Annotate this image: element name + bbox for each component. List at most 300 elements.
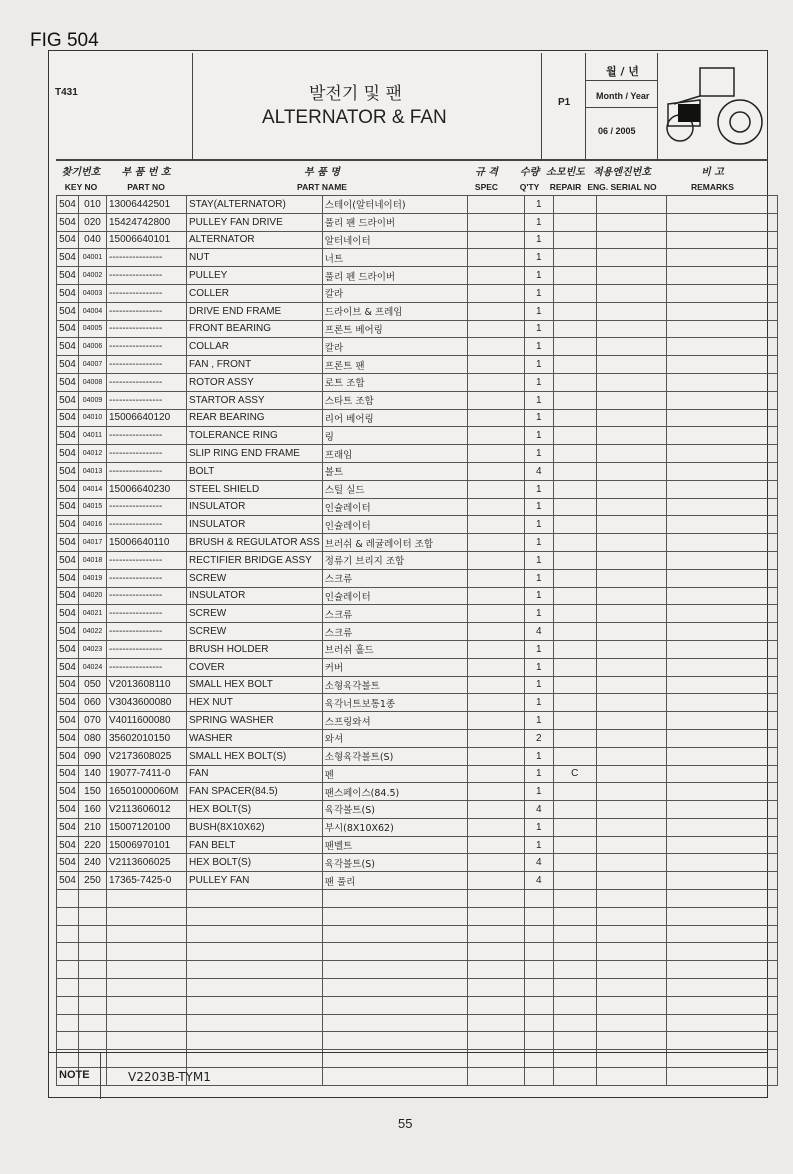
cell-remarks (666, 445, 777, 463)
cell-eng-serial (596, 961, 666, 979)
cell-key-no: 04010 (79, 409, 107, 427)
cell-remarks (666, 213, 777, 231)
cell-fig-no (57, 1032, 79, 1050)
cell-remarks (666, 249, 777, 267)
cell-spec (467, 694, 524, 712)
cell-key-no: 070 (79, 712, 107, 730)
table-row (57, 623, 778, 641)
cell-remarks (666, 1032, 777, 1050)
month-year-label-ko: 월 / 년 (606, 65, 639, 78)
cell-remarks (666, 534, 777, 552)
cell-key-no (79, 943, 107, 961)
cell-spec (467, 765, 524, 783)
cell-repair (553, 231, 596, 249)
cell-fig-no: 504 (57, 854, 79, 872)
table-row (57, 302, 778, 320)
table-row (57, 765, 778, 783)
cell-spec (467, 836, 524, 854)
cell-qty: 1 (524, 196, 553, 214)
cell-key-no: 020 (79, 213, 107, 231)
cell-fig-no: 504 (57, 409, 79, 427)
cell-spec (467, 356, 524, 374)
cell-qty: 1 (524, 605, 553, 623)
cell-eng-serial (596, 249, 666, 267)
cell-eng-serial (596, 462, 666, 480)
cell-spec (467, 890, 524, 908)
cell-key-no: 220 (79, 836, 107, 854)
cell-spec (467, 551, 524, 569)
cell-qty: 2 (524, 729, 553, 747)
cell-part-no: ---------------- (107, 427, 187, 445)
cell-fig-no: 504 (57, 480, 79, 498)
cell-part-name-en (187, 907, 323, 925)
cell-repair (553, 587, 596, 605)
table-row (57, 587, 778, 605)
table-row (57, 409, 778, 427)
divider (585, 80, 657, 81)
cell-qty: 1 (524, 231, 553, 249)
cell-repair (553, 462, 596, 480)
cell-qty: 4 (524, 623, 553, 641)
fig-title: FIG 504 (30, 30, 99, 51)
table-row (57, 996, 778, 1014)
cell-eng-serial (596, 640, 666, 658)
cell-repair (553, 818, 596, 836)
cell-repair (553, 196, 596, 214)
cell-key-no (79, 925, 107, 943)
cell-remarks (666, 747, 777, 765)
cell-part-name-ko: 스크류 (322, 569, 467, 587)
col-eng-serial: 적용엔진번호 ENG. SERIAL NO (587, 167, 657, 192)
cell-fig-no (57, 979, 79, 997)
cell-part-name-ko: 인슐레이터 (322, 498, 467, 516)
cell-eng-serial (596, 231, 666, 249)
cell-spec (467, 302, 524, 320)
cell-qty (524, 979, 553, 997)
cell-part-no: ---------------- (107, 462, 187, 480)
cell-eng-serial (596, 801, 666, 819)
title-english: ALTERNATOR & FAN (262, 107, 447, 128)
cell-part-name-ko: 육각볼트(S) (322, 854, 467, 872)
cell-eng-serial (596, 712, 666, 730)
cell-repair (553, 551, 596, 569)
cell-part-no: ---------------- (107, 658, 187, 676)
cell-repair (553, 356, 596, 374)
cell-qty: 1 (524, 391, 553, 409)
cell-qty: 1 (524, 747, 553, 765)
cell-fig-no: 504 (57, 320, 79, 338)
cell-key-no: 04015 (79, 498, 107, 516)
cell-part-name-en: FAN SPACER(84.5) (187, 783, 323, 801)
cell-eng-serial (596, 658, 666, 676)
cell-qty: 1 (524, 356, 553, 374)
cell-qty: 1 (524, 498, 553, 516)
cell-part-no (107, 907, 187, 925)
cell-key-no (79, 996, 107, 1014)
table-row (57, 979, 778, 997)
cell-spec (467, 1032, 524, 1050)
cell-part-name-ko: 브러쉬 & 레귤레이터 조합 (322, 534, 467, 552)
model-code: T431 (55, 87, 78, 98)
cell-remarks (666, 623, 777, 641)
cell-spec (467, 462, 524, 480)
cell-fig-no: 504 (57, 569, 79, 587)
cell-eng-serial (596, 872, 666, 890)
cell-key-no: 04018 (79, 551, 107, 569)
cell-remarks (666, 320, 777, 338)
cell-eng-serial (596, 551, 666, 569)
cell-part-name-en: SMALL HEX BOLT (187, 676, 323, 694)
cell-key-no: 04024 (79, 658, 107, 676)
cell-remarks (666, 284, 777, 302)
cell-remarks (666, 925, 777, 943)
cell-eng-serial (596, 1014, 666, 1032)
cell-eng-serial (596, 498, 666, 516)
cell-part-name-en (187, 1032, 323, 1050)
cell-eng-serial (596, 1032, 666, 1050)
cell-eng-serial (596, 445, 666, 463)
cell-part-name-ko: 인슐레이터 (322, 587, 467, 605)
cell-eng-serial (596, 391, 666, 409)
cell-key-no: 04003 (79, 284, 107, 302)
cell-spec (467, 213, 524, 231)
cell-remarks (666, 551, 777, 569)
cell-part-name-ko: 소형육각볼트(S) (322, 747, 467, 765)
cell-eng-serial (596, 854, 666, 872)
cell-remarks (666, 694, 777, 712)
table-row (57, 551, 778, 569)
cell-spec (467, 320, 524, 338)
cell-part-name-ko: 로트 조합 (322, 373, 467, 391)
table-row (57, 747, 778, 765)
cell-part-no (107, 996, 187, 1014)
cell-part-name-en: INSULATOR (187, 516, 323, 534)
cell-qty: 1 (524, 640, 553, 658)
cell-repair (553, 623, 596, 641)
cell-key-no: 04006 (79, 338, 107, 356)
cell-part-name-ko: 브러쉬 홀드 (322, 640, 467, 658)
cell-repair (553, 640, 596, 658)
cell-part-no: 15006640120 (107, 409, 187, 427)
cell-eng-serial (596, 516, 666, 534)
cell-remarks (666, 729, 777, 747)
cell-spec (467, 427, 524, 445)
cell-qty (524, 996, 553, 1014)
cell-fig-no: 504 (57, 445, 79, 463)
cell-remarks (666, 836, 777, 854)
cell-qty: 1 (524, 480, 553, 498)
cell-qty: 1 (524, 338, 553, 356)
cell-eng-serial (596, 694, 666, 712)
table-row (57, 890, 778, 908)
cell-repair (553, 480, 596, 498)
cell-part-no (107, 925, 187, 943)
cell-key-no: 04017 (79, 534, 107, 552)
cell-spec (467, 961, 524, 979)
col-part-name: 부 품 명 PART NAME (297, 167, 347, 192)
cell-fig-no: 504 (57, 196, 79, 214)
cell-spec (467, 498, 524, 516)
cell-key-no: 04012 (79, 445, 107, 463)
cell-part-name-en (187, 925, 323, 943)
cell-spec (467, 605, 524, 623)
cell-qty: 1 (524, 213, 553, 231)
cell-spec (467, 783, 524, 801)
cell-part-no: ---------------- (107, 356, 187, 374)
cell-part-name-en: PULLEY FAN DRIVE (187, 213, 323, 231)
cell-part-name-ko: 스프링와셔 (322, 712, 467, 730)
cell-part-no: V2173608025 (107, 747, 187, 765)
cell-part-name-ko: 스틸 실드 (322, 480, 467, 498)
table-row (57, 658, 778, 676)
cell-repair (553, 391, 596, 409)
table-row (57, 801, 778, 819)
cell-remarks (666, 640, 777, 658)
cell-eng-serial (596, 925, 666, 943)
cell-eng-serial (596, 320, 666, 338)
cell-spec (467, 569, 524, 587)
cell-fig-no: 504 (57, 213, 79, 231)
cell-eng-serial (596, 836, 666, 854)
cell-part-name-ko: 인슐레이터 (322, 516, 467, 534)
cell-key-no (79, 1014, 107, 1032)
cell-fig-no: 504 (57, 765, 79, 783)
cell-part-name-en: SCREW (187, 623, 323, 641)
cell-remarks (666, 801, 777, 819)
cell-eng-serial (596, 890, 666, 908)
cell-qty (524, 1014, 553, 1032)
divider (585, 107, 657, 108)
cell-part-name-en: HEX BOLT(S) (187, 854, 323, 872)
cell-key-no (79, 890, 107, 908)
cell-part-name-en (187, 961, 323, 979)
cell-part-no: ---------------- (107, 498, 187, 516)
page-number: 55 (398, 1116, 413, 1131)
cell-fig-no: 504 (57, 356, 79, 374)
cell-repair (553, 302, 596, 320)
cell-spec (467, 196, 524, 214)
table-row (57, 196, 778, 214)
cell-part-no (107, 1032, 187, 1050)
cell-part-name-en: NUT (187, 249, 323, 267)
parts-table (56, 195, 778, 1086)
table-row (57, 569, 778, 587)
cell-part-no: ---------------- (107, 640, 187, 658)
cell-part-no: 17365-7425-0 (107, 872, 187, 890)
table-row (57, 373, 778, 391)
cell-remarks (666, 979, 777, 997)
cell-eng-serial (596, 623, 666, 641)
cell-key-no: 04016 (79, 516, 107, 534)
cell-eng-serial (596, 284, 666, 302)
cell-spec (467, 996, 524, 1014)
cell-part-name-en: STARTOR ASSY (187, 391, 323, 409)
cell-part-no: 15424742800 (107, 213, 187, 231)
cell-fig-no: 504 (57, 747, 79, 765)
cell-key-no: 04019 (79, 569, 107, 587)
cell-part-no: V3043600080 (107, 694, 187, 712)
cell-spec (467, 925, 524, 943)
cell-part-no: ---------------- (107, 551, 187, 569)
col-qty: 수량 Q'TY (519, 167, 540, 192)
cell-remarks (666, 658, 777, 676)
cell-remarks (666, 356, 777, 374)
cell-key-no: 04023 (79, 640, 107, 658)
cell-repair (553, 836, 596, 854)
cell-part-name-en: FAN , FRONT (187, 356, 323, 374)
cell-spec (467, 338, 524, 356)
cell-remarks (666, 231, 777, 249)
cell-part-name-en: SPRING WASHER (187, 712, 323, 730)
cell-part-name-en: SMALL HEX BOLT(S) (187, 747, 323, 765)
cell-part-name-ko: 육각볼트(S) (322, 801, 467, 819)
table-row (57, 676, 778, 694)
cell-fig-no: 504 (57, 729, 79, 747)
cell-qty: 1 (524, 818, 553, 836)
cell-part-name-en: BRUSH & REGULATOR ASS (187, 534, 323, 552)
cell-repair (553, 534, 596, 552)
cell-part-no: V2113606012 (107, 801, 187, 819)
cell-part-no: ---------------- (107, 569, 187, 587)
cell-remarks (666, 267, 777, 285)
cell-spec (467, 534, 524, 552)
cell-key-no: 080 (79, 729, 107, 747)
cell-part-name-en (187, 1014, 323, 1032)
cell-fig-no: 504 (57, 640, 79, 658)
cell-part-name-ko: 커버 (322, 658, 467, 676)
cell-key-no: 060 (79, 694, 107, 712)
cell-qty: 1 (524, 249, 553, 267)
cell-fig-no: 504 (57, 516, 79, 534)
cell-fig-no (57, 943, 79, 961)
cell-qty: 1 (524, 302, 553, 320)
cell-part-name-ko: 볼트 (322, 462, 467, 480)
table-row (57, 1014, 778, 1032)
table-row (57, 694, 778, 712)
cell-remarks (666, 818, 777, 836)
cell-part-no: 15006640230 (107, 480, 187, 498)
cell-part-name-ko: 풀리 팬 드라이버 (322, 213, 467, 231)
cell-part-no: ---------------- (107, 373, 187, 391)
cell-repair (553, 267, 596, 285)
cell-qty: 1 (524, 409, 553, 427)
cell-repair (553, 498, 596, 516)
cell-spec (467, 640, 524, 658)
cell-fig-no: 504 (57, 427, 79, 445)
cell-remarks (666, 338, 777, 356)
cell-part-name-ko: 리어 베어링 (322, 409, 467, 427)
cell-repair (553, 213, 596, 231)
cell-qty: 1 (524, 534, 553, 552)
cell-part-no: ---------------- (107, 623, 187, 641)
cell-fig-no: 504 (57, 231, 79, 249)
cell-qty: 4 (524, 872, 553, 890)
cell-repair (553, 890, 596, 908)
divider (100, 1053, 101, 1099)
cell-eng-serial (596, 480, 666, 498)
cell-part-name-ko: 프래임 (322, 445, 467, 463)
table-row (57, 249, 778, 267)
cell-repair (553, 658, 596, 676)
cell-part-no: ---------------- (107, 587, 187, 605)
cell-remarks (666, 409, 777, 427)
cell-remarks (666, 961, 777, 979)
cell-qty (524, 890, 553, 908)
cell-part-name-en: BUSH(8X10X62) (187, 818, 323, 836)
cell-fig-no: 504 (57, 783, 79, 801)
cell-remarks (666, 765, 777, 783)
cell-part-no: 15007120100 (107, 818, 187, 836)
cell-eng-serial (596, 373, 666, 391)
note-box (48, 1052, 768, 1099)
cell-repair (553, 284, 596, 302)
cell-remarks (666, 391, 777, 409)
cell-fig-no: 504 (57, 712, 79, 730)
cell-eng-serial (596, 196, 666, 214)
cell-repair (553, 427, 596, 445)
cell-key-no: 240 (79, 854, 107, 872)
cell-spec (467, 231, 524, 249)
cell-fig-no: 504 (57, 676, 79, 694)
cell-part-name-en: SLIP RING END FRAME (187, 445, 323, 463)
cell-repair (553, 1032, 596, 1050)
table-row (57, 338, 778, 356)
cell-part-no: V4011600080 (107, 712, 187, 730)
cell-part-name-ko: 펜 (322, 765, 467, 783)
cell-repair (553, 872, 596, 890)
cell-spec (467, 747, 524, 765)
cell-spec (467, 373, 524, 391)
cell-part-no: ---------------- (107, 302, 187, 320)
cell-part-name-en (187, 943, 323, 961)
cell-part-name-ko (322, 961, 467, 979)
cell-fig-no (57, 996, 79, 1014)
table-row (57, 729, 778, 747)
cell-part-name-ko (322, 1032, 467, 1050)
cell-qty: 1 (524, 587, 553, 605)
cell-qty: 1 (524, 516, 553, 534)
cell-eng-serial (596, 213, 666, 231)
cell-fig-no: 504 (57, 551, 79, 569)
table-row (57, 872, 778, 890)
cell-fig-no: 504 (57, 462, 79, 480)
cell-part-name-ko: 부시(8X10X62) (322, 818, 467, 836)
cell-part-name-en: HEX NUT (187, 694, 323, 712)
cell-key-no: 04004 (79, 302, 107, 320)
cell-remarks (666, 712, 777, 730)
cell-fig-no: 504 (57, 836, 79, 854)
cell-part-no: V2013608110 (107, 676, 187, 694)
cell-key-no: 04008 (79, 373, 107, 391)
cell-part-name-en: SCREW (187, 605, 323, 623)
cell-qty: 1 (524, 783, 553, 801)
cell-fig-no: 504 (57, 338, 79, 356)
cell-fig-no (57, 961, 79, 979)
cell-part-name-ko (322, 907, 467, 925)
cell-part-name-en: SCREW (187, 569, 323, 587)
cell-key-no: 04005 (79, 320, 107, 338)
tractor-icon (660, 60, 766, 156)
cell-key-no: 210 (79, 818, 107, 836)
cell-spec (467, 623, 524, 641)
cell-repair (553, 854, 596, 872)
cell-fig-no: 504 (57, 872, 79, 890)
table-row (57, 534, 778, 552)
cell-part-name-en: FAN (187, 765, 323, 783)
cell-part-name-en: STEEL SHIELD (187, 480, 323, 498)
cell-spec (467, 979, 524, 997)
cell-part-no: 35602010150 (107, 729, 187, 747)
